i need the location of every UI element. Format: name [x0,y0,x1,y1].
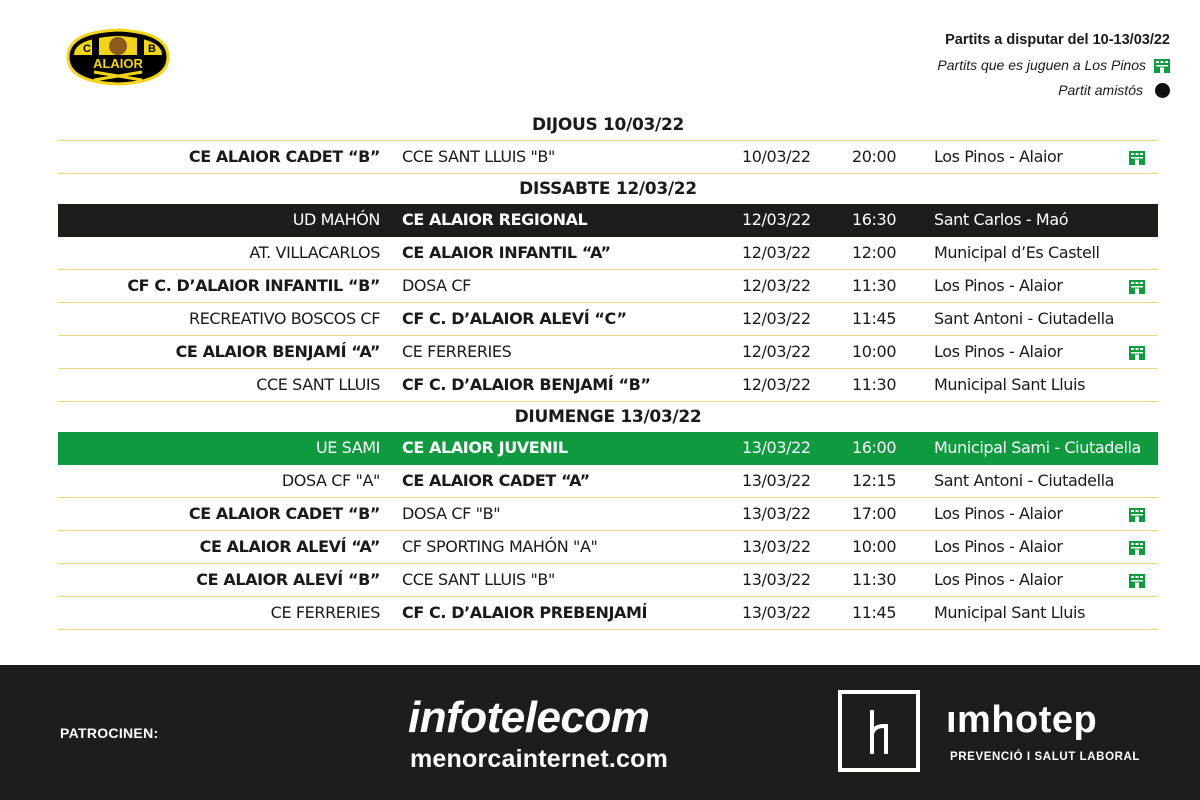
match-row [58,369,1158,402]
match-date: 12/03/22 [742,342,811,361]
match-time: 10:00 [852,342,897,361]
away-team: CE ALAIOR JUVENIL [402,438,568,457]
match-row [58,303,1158,336]
match-venue: Los Pinos - Alaior [934,342,1063,361]
home-team: CF C. D’ALAIOR INFANTIL “B” [127,276,380,295]
match-venue: Sant Antoni - Ciutadella [934,471,1115,490]
schedule-title: Partits a disputar del 10-13/03/22 [945,32,1170,48]
away-team: CF SPORTING MAHÓN "A" [402,537,598,556]
friendly-legend-text: Partit amistós [1058,82,1143,98]
stadium-icon [1129,150,1145,169]
logo-letter-c: C [83,43,91,55]
match-time: 10:00 [852,537,897,556]
match-date: 12/03/22 [742,276,811,295]
match-row [58,465,1158,498]
match-venue: Sant Antoni - Ciutadella [934,309,1115,328]
stadium-icon [1129,507,1145,526]
header-info [937,28,1170,103]
match-row [58,564,1158,597]
match-venue: Los Pinos - Alaior [934,276,1063,295]
away-team: DOSA CF "B" [402,504,501,523]
match-time: 11:30 [852,570,897,589]
match-row [58,270,1158,303]
match-time: 11:30 [852,276,897,295]
match-row [58,531,1158,564]
home-team: AT. VILLACARLOS [249,243,380,262]
match-venue: Los Pinos - Alaior [934,570,1063,589]
match-date: 13/03/22 [742,504,811,523]
stadium-icon [1154,59,1170,73]
match-row [58,140,1158,174]
match-time: 12:15 [852,471,897,490]
match-venue: Sant Carlos - Maó [934,210,1069,229]
friendly-legend [937,78,1170,103]
stadium-icon [1129,345,1145,364]
black-dot-icon [1155,83,1170,98]
away-team: CE ALAIOR INFANTIL “A” [402,243,611,262]
stadium-icon [1129,573,1145,592]
match-venue: Municipal d’Es Castell [934,243,1100,262]
stadium-icon [1129,279,1145,298]
match-date: 10/03/22 [742,147,811,166]
match-row [58,237,1158,270]
away-team: CCE SANT LLUIS "B" [402,570,555,589]
away-team: CE FERRERIES [402,342,512,361]
match-date: 12/03/22 [742,375,811,394]
home-team: CE ALAIOR ALEVÍ “B” [196,570,380,589]
sponsor-infotelecom-url: menorcainternet.com [410,745,669,773]
away-team: DOSA CF [402,276,471,295]
home-team: CE ALAIOR CADET “B” [188,504,380,523]
away-team: CCE SANT LLUIS "B" [402,147,555,166]
match-date: 13/03/22 [742,603,811,622]
home-team: UE SAMI [315,438,380,457]
match-date: 12/03/22 [742,309,811,328]
home-team: UD MAHÓN [292,210,380,229]
match-venue: Municipal Sant Lluis [934,375,1086,394]
match-venue: Municipal Sami - Ciutadella [934,438,1141,457]
day-header: DIJOUS 10/03/22 [531,115,685,135]
home-team: DOSA CF "A" [281,471,380,490]
match-time: 12:00 [852,243,897,262]
match-date: 13/03/22 [742,471,811,490]
logo-letter-b: B [148,43,156,55]
away-team: CF C. D’ALAIOR BENJAMÍ “B” [402,375,651,394]
away-team: CF C. D’ALAIOR PREBENJAMÍ [402,603,648,622]
match-date: 12/03/22 [742,210,811,229]
home-team: CE FERRERIES [270,603,380,622]
day-header: DIUMENGE 13/03/22 [514,407,702,427]
home-team: CCE SANT LLUIS [256,375,380,394]
match-time: 17:00 [852,504,897,523]
home-team: CE ALAIOR BENJAMÍ “A” [175,342,380,361]
match-venue: Los Pinos - Alaior [934,537,1063,556]
logo-text: ALAIOR [93,56,143,71]
away-team: CE ALAIOR REGIONAL [402,210,588,229]
match-row [58,336,1158,369]
home-team: CE ALAIOR ALEVÍ “A” [199,537,380,556]
match-date: 13/03/22 [742,438,811,457]
match-date: 12/03/22 [742,243,811,262]
match-time: 16:00 [852,438,897,457]
match-row [58,498,1158,531]
match-time: 11:30 [852,375,897,394]
sponsor-imhotep-tagline: PREVENCIÓ I SALUT LABORAL [950,751,1141,763]
match-row [58,204,1158,237]
home-team: CE ALAIOR CADET “B” [188,147,380,166]
match-schedule [58,110,1158,630]
match-time: 11:45 [852,309,897,328]
club-logo [64,26,172,88]
sponsor-footer [0,665,1200,800]
day-header: DISSABTE 12/03/22 [519,179,697,199]
away-team: CE ALAIOR CADET “A” [402,471,590,490]
imhotep-logo-icon [838,690,920,772]
sponsor-imhotep-name: ımhotep [946,699,1098,741]
match-time: 11:45 [852,603,897,622]
home-legend-text: Partits que es juguen a Los Pinos [937,57,1146,73]
sponsor-infotelecom-name: infotelecom [408,693,650,742]
match-date: 13/03/22 [742,537,811,556]
match-venue: Los Pinos - Alaior [934,504,1063,523]
match-venue: Los Pinos - Alaior [934,147,1063,166]
match-time: 16:30 [852,210,897,229]
match-row [58,597,1158,630]
match-time: 20:00 [852,147,897,166]
stadium-icon [1129,540,1145,559]
match-venue: Municipal Sant Lluis [934,603,1086,622]
match-row [58,432,1158,465]
sponsors-label: PATROCINEN: [60,725,159,741]
away-team: CF C. D’ALAIOR ALEVÍ “C” [402,309,627,328]
home-legend [937,53,1170,78]
home-team: RECREATIVO BOSCOS CF [189,309,380,328]
match-date: 13/03/22 [742,570,811,589]
